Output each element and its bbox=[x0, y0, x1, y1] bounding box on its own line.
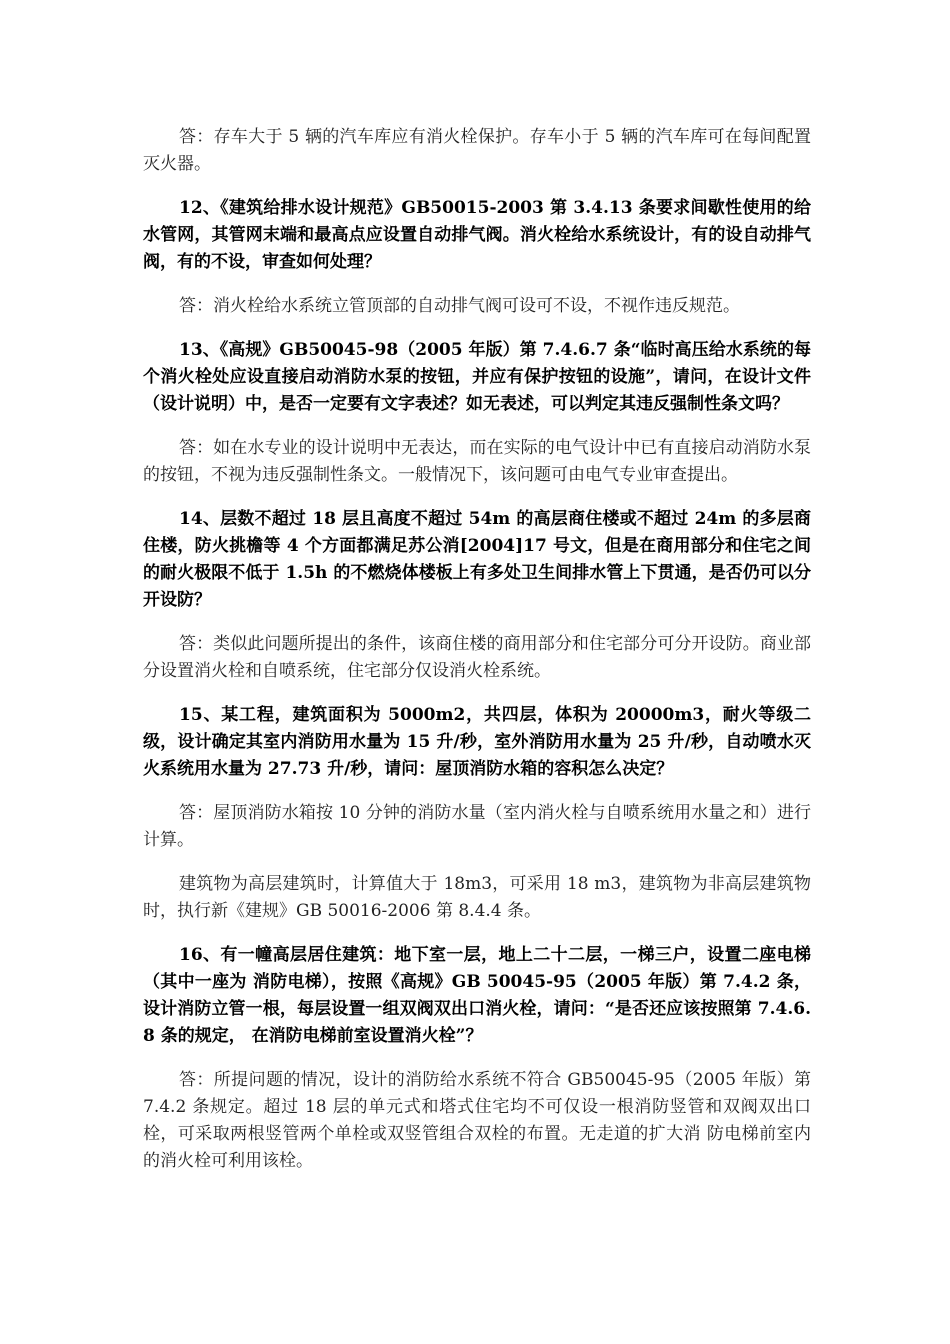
question-paragraph: 16、有一幢高层居住建筑：地下室一层，地上二十二层，一梯三户，设置二座电梯（其中一座为 消防电梯），按照《高规》GB 50045-95（2005 年版）第 7.4.2 条，设计消防立管一根，每层设置一组双阀双出口消火栓，请问：“是否还应该按照第 7.4.6.8 条的规定， 在消防电梯前室设置消火栓”？ bbox=[143, 945, 811, 1046]
question-paragraph: 13、《高规》GB50045-98（2005 年版）第 7.4.6.7 条“临时高压给水系统的每个消火栓处应设直接启动消防水泵的按钮，并应有保护按钮的设施”，请问，在设计文件（设计说明）中，是否一定要有文字表述？如无表述，可以判定其违反强制性条文吗？ bbox=[143, 340, 811, 414]
question-paragraph: 15、某工程，建筑面积为 5000m2，共四层，体积为 20000m3，耐火等级二级，设计确定其室内消防用水量为 15 升/秒，室外消防用水量为 25 升/秒，自动喷水灭火系统用水量为 27.73 升/秒，请问：屋顶消防水箱的容积怎么决定？ bbox=[143, 705, 811, 779]
question-paragraph: 12、《建筑给排水设计规范》GB50015-2003 第 3.4.13 条要求间歇性使用的给水管网，其管网末端和最高点应设置自动排气阀。消火栓给水系统设计，有的设自动排气阀，有的不设，审查如何处理？ bbox=[143, 198, 811, 272]
answer-paragraph: 答：屋顶消防水箱按 10 分钟的消防水量（室内消火栓与自喷系统用水量之和）进行计算。 bbox=[143, 803, 811, 850]
answer-paragraph: 答：存车大于 5 辆的汽车库应有消火栓保护。存车小于 5 辆的汽车库可在每间配置灭火器。 bbox=[143, 127, 811, 174]
answer-paragraph: 答：所提问题的情况，设计的消防给水系统不符合 GB50045-95（2005 年版）第 7.4.2 条规定。超过 18 层的单元式和塔式住宅均不可仅设一根消防竖管和双阀双出口栓，可采取两根竖管两个单栓或双竖管组合双栓的布置。无走道的扩大消 防电梯前室内的消火栓可利用该栓。 bbox=[143, 1070, 811, 1171]
answer-paragraph: 答：消火栓给水系统立管顶部的自动排气阀可设可不设，不视作违反规范。 bbox=[179, 296, 740, 316]
answer-paragraph: 答：类似此问题所提出的条件，该商住楼的商用部分和住宅部分可分开设防。商业部分设置消火栓和自喷系统，住宅部分仅设消火栓系统。 bbox=[143, 634, 811, 681]
question-paragraph: 14、层数不超过 18 层且高度不超过 54m 的高层商住楼或不超过 24m 的多层商住楼，防火挑檐等 4 个方面都满足苏公消[2004]17 号文，但是在商用部分和住宅之间的耐火极限不低于 1.5h 的不燃烧体楼板上有多处卫生间排水管上下贯通，是否仍可以分开设防？ bbox=[143, 509, 811, 610]
answer-paragraph: 答：如在水专业的设计说明中无表达，而在实际的电气设计中已有直接启动消防水泵的按钮，不视为违反强制性条文。一般情况下，该问题可由电气专业审查提出。 bbox=[143, 438, 811, 485]
document-page bbox=[143, 124, 811, 1192]
note-paragraph: 建筑物为高层建筑时，计算值大于 18m3，可采用 18 m3，建筑物为非高层建筑物时，执行新《建规》GB 50016-2006 第 8.4.4 条。 bbox=[143, 874, 811, 921]
